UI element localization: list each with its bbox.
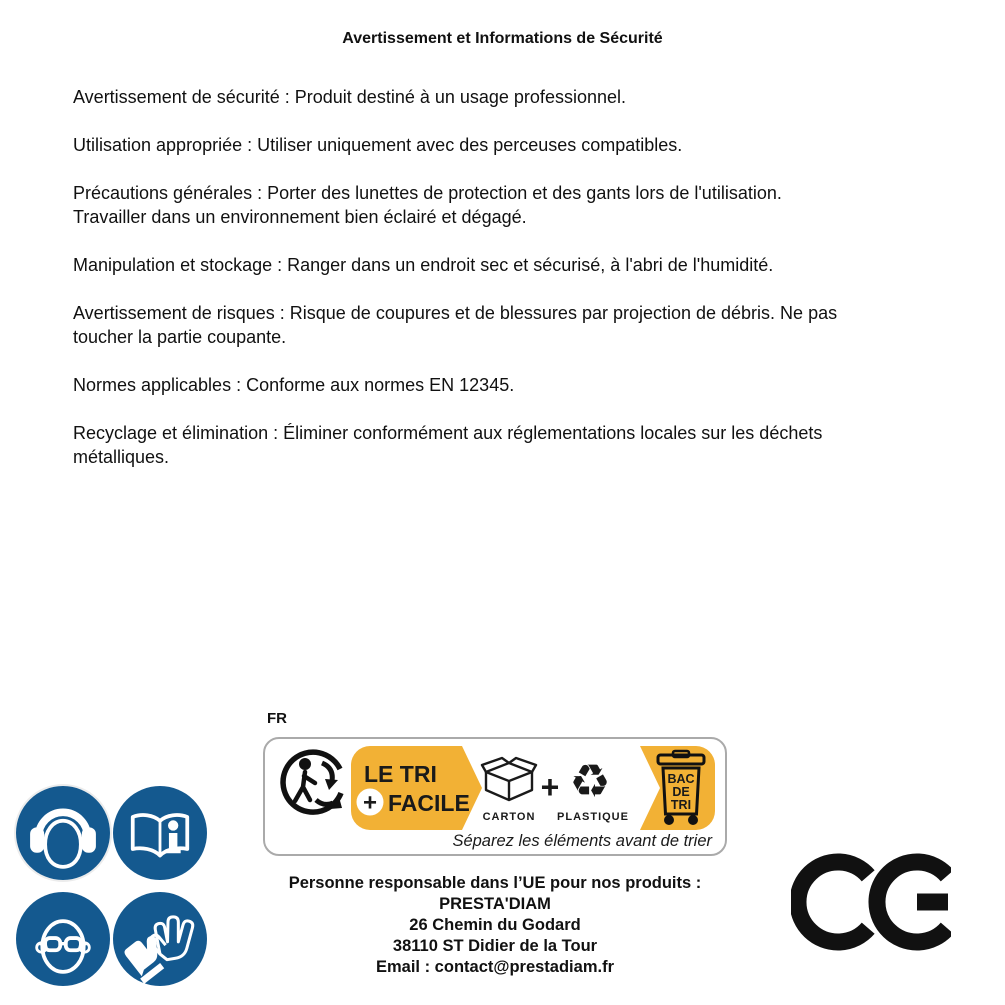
- email-line: Email : contact@prestadiam.fr: [376, 958, 614, 976]
- materials-plus-icon: +: [540, 769, 560, 805]
- address-line1: 26 Chemin du Godard: [409, 916, 581, 934]
- paragraph-recycling: Recyclage et élimination : Éliminer conformément aux réglementations locales sur les déchets métalliques.: [73, 423, 823, 467]
- read-manual-svg: [113, 786, 207, 880]
- responsible-person-block: [258, 873, 732, 978]
- plastique-label: PLASTIQUE: [557, 811, 629, 823]
- tri-facile-label: [263, 737, 727, 856]
- le-tri-text: LE TRI: [364, 761, 437, 787]
- bin-text-bac: BAC: [667, 772, 695, 786]
- read-manual-icon: [113, 786, 207, 880]
- paragraph-standards: Normes applicables : Conforme aux normes EN 12345.: [73, 375, 515, 395]
- wear-eye-protection-icon: [16, 892, 110, 986]
- tri-tagline: Séparez les éléments avant de trier: [452, 832, 712, 850]
- paragraph-safety-warning: Avertissement de sécurité : Produit destiné à un usage professionnel.: [73, 87, 626, 107]
- recycling-symbol-icon: ♻: [569, 755, 611, 807]
- triman-icon: [278, 747, 348, 817]
- facile-text: FACILE: [388, 790, 470, 816]
- plus-icon: +: [362, 789, 378, 817]
- ce-marking-icon: [791, 844, 951, 960]
- bin-text-de: DE: [672, 785, 690, 799]
- country-code-label: FR: [267, 710, 287, 727]
- wear-ear-protection-icon: [16, 786, 110, 880]
- paragraph-handling-storage: Manipulation et stockage : Ranger dans un endroit sec et sécurisé, à l'abri de l'humidité.: [73, 255, 774, 275]
- safety-paragraphs: [73, 85, 945, 493]
- address-line2: 38110 ST Didier de la Tour: [392, 937, 598, 955]
- page-title: Avertissement et Informations de Sécurité: [342, 30, 663, 47]
- wear-gloves-icon: [113, 892, 207, 986]
- bin-text-tri: TRI: [670, 798, 692, 812]
- gloves-svg: [113, 892, 207, 986]
- paragraph-general-precautions: Précautions générales : Porter des lunettes de protection et des gants lors de l'utilisation. Travailler dans un environnement bien éclairé et dégagé.: [73, 183, 782, 227]
- paragraph-appropriate-use: Utilisation appropriée : Utiliser uniquement avec des perceuses compatibles.: [73, 135, 683, 155]
- eye-protection-svg: [16, 892, 110, 986]
- paragraph-risk-warning: Avertissement de risques : Risque de coupures et de blessures par projection de débris. Ne pas toucher la partie coupante.: [73, 303, 838, 347]
- company-name: PRESTA'DIAM: [439, 895, 551, 913]
- carton-label: CARTON: [482, 811, 536, 823]
- responsible-intro: Personne responsable dans l’UE pour nos produits :: [288, 874, 702, 892]
- ear-protection-svg: [16, 786, 110, 880]
